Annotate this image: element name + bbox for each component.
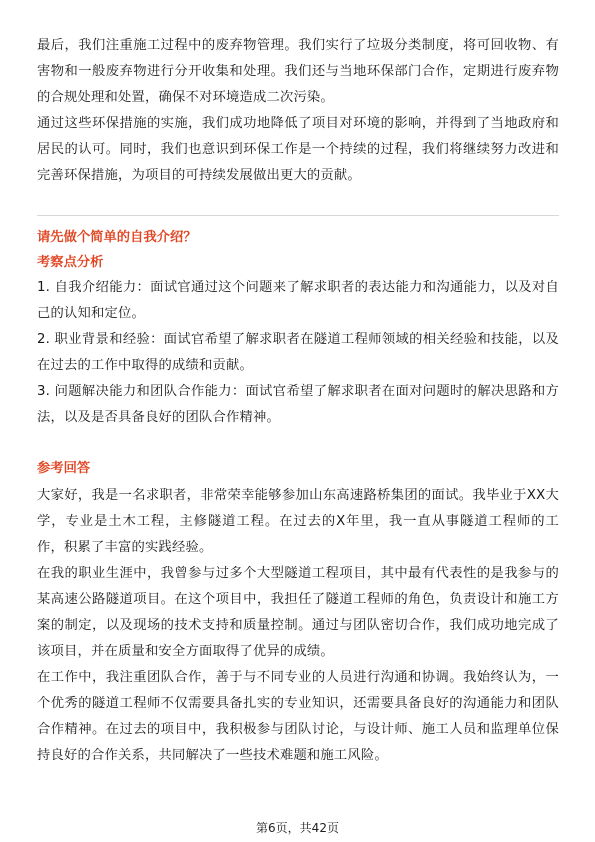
analysis-item: 2. 职业背景和经验：面试官希望了解求职者在隧道工程师领域的相关经验和技能，以及在过去的工作中取得的成绩和贡献。 [37,332,559,373]
analysis-item: 1. 自我介绍能力：面试官通过这个问题来了解求职者的表达能力和沟通能力，以及对自己的认知和定位。 [37,280,559,321]
analysis-item: 3. 问题解决能力和团队合作能力：面试官希望了解求职者在面对问题时的解决思路和方法，以及是否具备良好的团队合作精神。 [37,384,559,425]
analysis-list [37,275,559,431]
answer-section [37,483,559,769]
intro-paragraph: 最后，我们注重施工过程中的废弃物管理。我们实行了垃圾分类制度，将可回收物、有害物和一般废弃物进行分开收集和处理。我们还与当地环保部门合作，定期进行废弃物的合规处理和处置，确保不对环境造成二次污染。 [37,38,559,105]
section-divider [37,215,559,216]
answer-paragraph: 在我的职业生涯中，我曾参与过多个大型隧道工程项目，其中最有代表性的是我参与的某高速公路隧道项目。在这个项目中，我担任了隧道工程师的角色，负责设计和施工方案的制定，以及现场的技术支持和质量控制。通过与团队密切合作，我们成功地完成了该项目，并在质量和安全方面取得了优异的成绩。 [37,566,559,659]
analysis-heading: 考察点分析 [37,255,104,270]
intro-paragraph: 通过这些环保措施的实施，我们成功地降低了项目对环境的影响，并得到了当地政府和居民的认可。同时，我们也意识到环保工作是一个持续的过程，我们将继续努力改进和完善环保措施，为项目的可持续发展做出更大的贡献。 [37,116,559,183]
intro-section [37,33,559,189]
question-heading: 请先做个简单的自我介绍？ [37,230,197,245]
answer-heading: 参考回答 [37,461,91,476]
answer-paragraph: 在工作中，我注重团队合作，善于与不同专业的人员进行沟通和协调。我始终认为，一个优秀的隧道工程师不仅需要具备扎实的专业知识，还需要具备良好的沟通能力和团队合作精神。在过去的项目中，我积极参与团队讨论，与设计师、施工人员和监理单位保持良好的合作关系，共同解决了一些技术难题和施工风险。 [37,670,559,763]
answer-paragraph: 大家好，我是一名求职者，非常荣幸能够参加山东高速路桥集团的面试。我毕业于XX大学，专业是土木工程，主修隧道工程。在过去的X年里，我一直从事隧道工程师的工作，积累了丰富的实践经验。 [37,488,559,555]
page-footer: 第6页，共42页 [256,821,339,835]
